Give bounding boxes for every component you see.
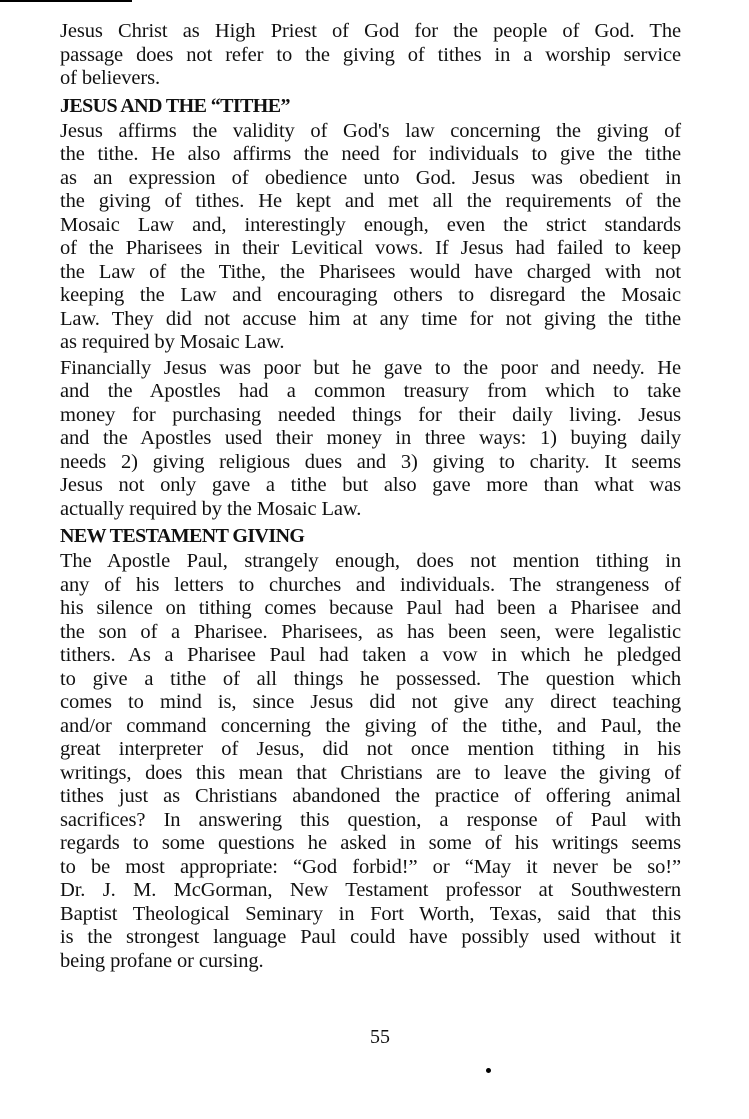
text-line: to be most appropriate: “God forbid!” or “May it never be so!” [60, 855, 681, 878]
text-line: Jesus not only gave a tithe but also gave more than what was [60, 474, 681, 496]
text-line: the tithe. He also affirms the need for individuals to give the tithe [60, 143, 681, 165]
paragraph-1 [60, 20, 681, 91]
text-line: tithers. As a Pharisee Paul had taken a vow in which he pledged [60, 644, 681, 666]
scan-speck [486, 1068, 491, 1073]
text-line: tithes just as Christians abandoned the practice of offering animal [60, 785, 681, 807]
text-line: Law. They did not accuse him at any time for not giving the tithe [60, 307, 681, 330]
text-line: and/or command concerning the giving of the tithe, and Paul, the [60, 714, 681, 737]
text-line: actually required by the Mosaic Law. [60, 497, 362, 520]
text-line: Jesus Christ as High Priest of God for the people of God. The [60, 20, 681, 42]
page-number: 55 [370, 1026, 390, 1048]
text-line: Baptist Theological Seminary in Fort Worth, Texas, said that this [60, 902, 681, 925]
text-line: sacrifices? In answering this question, a response of Paul with [60, 808, 681, 831]
text-line: Jesus affirms the validity of God's law concerning the giving of [60, 119, 681, 142]
page-body [60, 20, 681, 975]
text-line: passage does not refer to the giving of tithes in a worship service [60, 43, 681, 66]
text-line: the son of a Pharisee. Pharisees, as has been seen, were legalistic [60, 620, 681, 643]
text-line: keeping the Law and encouraging others to disregard the Mosaic [60, 284, 681, 306]
text-line: needs 2) giving religious dues and 3) giving to charity. It seems [60, 450, 681, 473]
text-line: of the Pharisees in their Levitical vows. If Jesus had failed to keep [60, 237, 681, 259]
text-line: regards to some questions he asked in some of his writings seems [60, 832, 681, 854]
paragraph-3 [60, 357, 681, 522]
text-line: money for purchasing needed things for their daily living. Jesus [60, 403, 681, 426]
text-line: comes to mind is, since Jesus did not give any direct teaching [60, 691, 681, 713]
text-line: and the Apostles had a common treasury from which to take [60, 380, 681, 402]
text-line: Dr. J. M. McGorman, New Testament professor at Southwestern [60, 879, 681, 901]
text-line: of believers. [60, 67, 161, 89]
text-line: the giving of tithes. He kept and met all the requirements of the [60, 190, 681, 212]
text-line: is the strongest language Paul could have possibly used without it [60, 926, 681, 948]
section-heading-new-testament-giving: NEW TESTAMENT GIVING [60, 525, 305, 547]
text-line: his silence on tithing comes because Paul had been a Pharisee and [60, 597, 681, 619]
text-line: and the Apostles used their money in three ways: 1) buying daily [60, 427, 681, 449]
text-line: The Apostle Paul, strangely enough, does not mention tithing in [60, 550, 681, 572]
text-line: as required by Mosaic Law. [60, 331, 285, 353]
text-line: Financially Jesus was poor but he gave to the poor and needy. He [60, 356, 681, 379]
text-line: being profane or cursing. [60, 949, 264, 972]
paragraph-2 [60, 120, 681, 355]
text-line: to give a tithe of all things he possessed. The question which [60, 667, 681, 690]
text-line: writings, does this mean that Christians are to leave the giving of [60, 761, 681, 784]
text-line: any of his letters to churches and individuals. The strangeness of [60, 573, 681, 596]
paragraph-4 [60, 550, 681, 973]
text-line: the Law of the Tithe, the Pharisees would have charged with not [60, 260, 681, 283]
text-line: Mosaic Law and, interestingly enough, even the strict standards [60, 213, 681, 236]
section-heading-jesus-and-the-tithe: JESUS AND THE “TITHE” [60, 94, 290, 117]
text-line: great interpreter of Jesus, did not once mention tithing in his [60, 738, 681, 760]
top-rule [0, 0, 132, 2]
text-line: as an expression of obedience unto God. Jesus was obedient in [60, 166, 681, 189]
